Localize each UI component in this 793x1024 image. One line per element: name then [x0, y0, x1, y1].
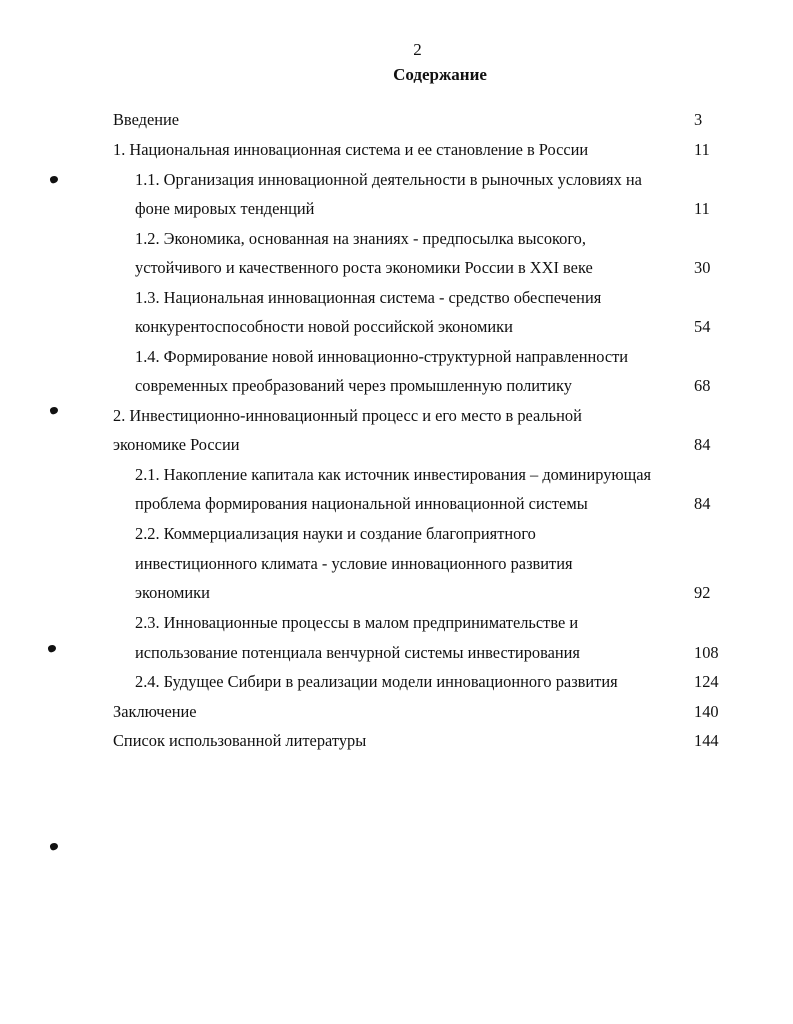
toc-page-1-1: 11: [694, 199, 710, 218]
toc-entry-2-1-line-2: проблема формирования национальной инновационной системы: [135, 494, 588, 513]
toc-page-1-3: 54: [694, 317, 711, 336]
toc-page-conclusion: 140: [694, 702, 719, 721]
toc-entry-references: Список использованной литературы: [113, 731, 367, 750]
binding-hole-mark: [49, 406, 59, 415]
toc-page-1-4: 68: [694, 376, 711, 395]
toc-entry-1-2-line-1: 1.2. Экономика, основанная на знаниях - предпосылка высокого,: [135, 229, 586, 248]
toc-page-chapter-1: 11: [694, 140, 710, 159]
toc-entry-1-1-line-2: фоне мировых тенденций: [135, 199, 315, 218]
toc-page-chapter-2: 84: [694, 435, 711, 454]
toc-entry-2-2-line-1: 2.2. Коммерциализация науки и создание благоприятного: [135, 524, 536, 543]
toc-entry-1-4-line-1: 1.4. Формирование новой инновационно-структурной направленности: [135, 347, 629, 366]
toc-page-2-2: 92: [694, 583, 711, 602]
toc-page-intro: 3: [694, 110, 703, 129]
toc-entry-2-2-line-2: инвестиционного климата - условие инновационного развития: [135, 554, 573, 573]
toc-entry-chapter-2-line-2: экономике России: [113, 435, 240, 454]
page-number: 2: [413, 40, 422, 59]
toc-page-2-3: 108: [694, 643, 719, 662]
toc-entry-intro: Введение: [113, 110, 180, 129]
page-title: Содержание: [393, 65, 487, 84]
toc-entry-1-2-line-2: устойчивого и качественного роста экономики России в XXI веке: [135, 258, 593, 277]
toc-entry-conclusion: Заключение: [113, 702, 197, 721]
toc-entry-chapter-1: 1. Национальная инновационная система и ее становление в России: [113, 140, 589, 159]
toc-entry-2-2-line-3: экономики: [135, 583, 210, 602]
toc-entry-1-3-line-2: конкурентоспособности новой российской экономики: [135, 317, 513, 336]
toc-entry-2-1-line-1: 2.1. Накопление капитала как источник инвестирования – доминирующая: [135, 465, 652, 484]
toc-page-2-1: 84: [694, 494, 711, 513]
toc-entry-1-4-line-2: современных преобразований через промышленную политику: [135, 376, 572, 395]
toc-page-2-4: 124: [694, 672, 719, 691]
toc-entry-2-4: 2.4. Будущее Сибири в реализации модели инновационного развития: [135, 672, 618, 691]
binding-hole-mark: [47, 644, 57, 653]
toc-entry-1-3-line-1: 1.3. Национальная инновационная система - средство обеспечения: [135, 288, 602, 307]
toc-page-references: 144: [694, 731, 719, 750]
binding-hole-mark: [49, 842, 59, 851]
binding-hole-mark: [49, 175, 59, 184]
toc-page-1-2: 30: [694, 258, 711, 277]
toc-entry-1-1-line-1: 1.1. Организация инновационной деятельности в рыночных условиях на: [135, 170, 642, 189]
toc-entry-chapter-2-line-1: 2. Инвестиционно-инновационный процесс и его место в реальной: [113, 406, 582, 425]
toc-entry-2-3-line-2: использование потенциала венчурной системы инвестирования: [135, 643, 580, 662]
toc-entry-2-3-line-1: 2.3. Инновационные процессы в малом предпринимательстве и: [135, 613, 579, 632]
